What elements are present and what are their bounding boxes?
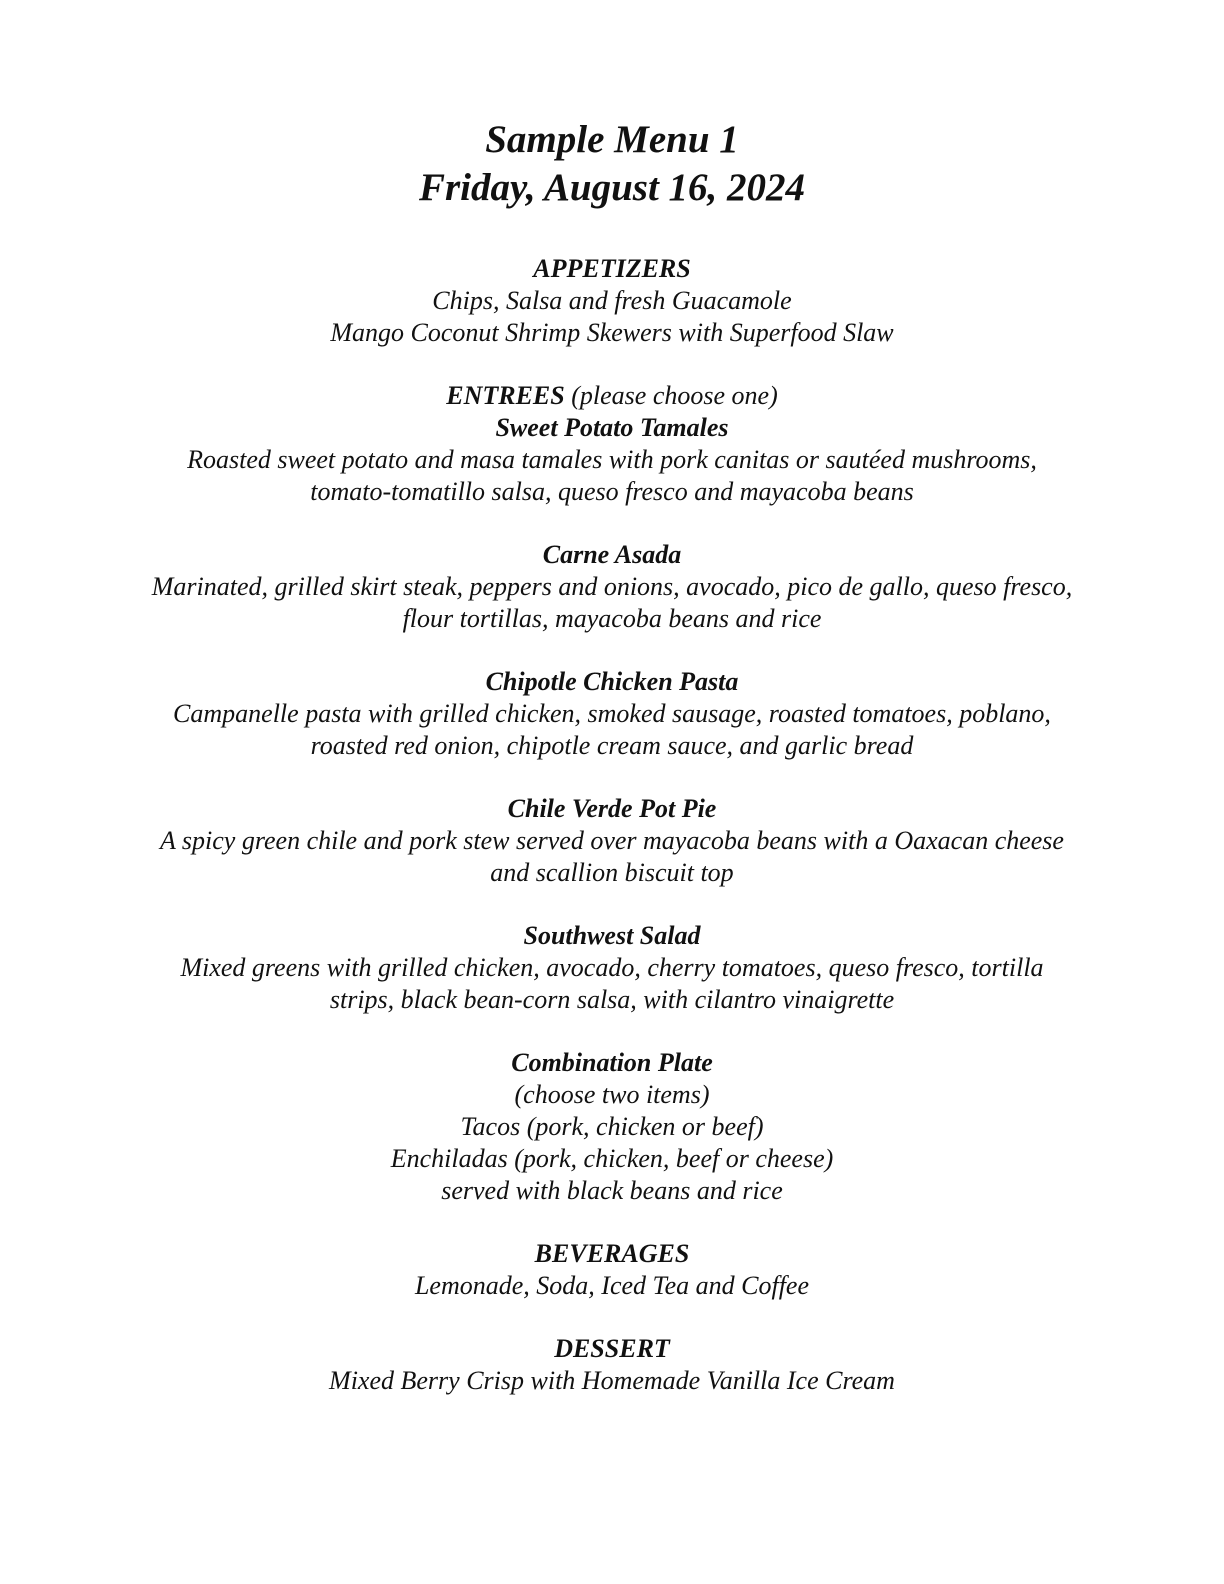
entree-description: Roasted sweet potato and masa tamales with pork canitas or sautéed mushrooms, — [187, 445, 1037, 474]
entrees-note: (please choose one) — [571, 381, 778, 410]
entree-name: Combination Plate — [511, 1048, 713, 1077]
entree-description: Tacos (pork, chicken or beef) — [460, 1112, 764, 1141]
entree-description: flour tortillas, mayacoba beans and rice — [402, 604, 822, 633]
entree-description: tomato-tomatillo salsa, queso fresco and mayacoba beans — [310, 477, 914, 506]
dessert-section — [0, 1333, 1224, 1397]
entree-name: Chile Verde Pot Pie — [507, 794, 717, 823]
entree-description: (choose two items) — [514, 1080, 710, 1109]
menu-date: Friday, August 16, 2024 — [418, 166, 806, 209]
entrees-heading-line — [0, 380, 1224, 412]
menu-title: Sample Menu 1 — [485, 118, 739, 161]
appetizers-section — [0, 253, 1224, 349]
entree-item — [0, 666, 1224, 762]
entrees-section — [0, 380, 1224, 1207]
dessert-heading: DESSERT — [554, 1334, 670, 1363]
entree-item — [0, 539, 1224, 635]
appetizer-item: Mango Coconut Shrimp Skewers with Superfood Slaw — [330, 318, 894, 347]
entree-item — [0, 920, 1224, 1016]
beverages-section — [0, 1238, 1224, 1302]
dessert-item: Mixed Berry Crisp with Homemade Vanilla Ice Cream — [329, 1366, 895, 1395]
entree-name: Southwest Salad — [523, 921, 701, 950]
entree-name: Carne Asada — [542, 540, 682, 569]
entree-description: Marinated, grilled skirt steak, peppers and onions, avocado, pico de gallo, queso fresco, — [151, 572, 1073, 601]
entree-item — [0, 412, 1224, 508]
entree-item — [0, 793, 1224, 889]
entree-description: served with black beans and rice — [441, 1176, 783, 1205]
entree-item — [0, 1047, 1224, 1207]
entree-description: Mixed greens with grilled chicken, avocado, cherry tomatoes, queso fresco, tortilla — [180, 953, 1044, 982]
appetizers-heading: APPETIZERS — [533, 254, 691, 283]
menu-header — [0, 116, 1224, 212]
entree-name: Sweet Potato Tamales — [495, 413, 729, 442]
appetizer-item: Chips, Salsa and fresh Guacamole — [432, 286, 792, 315]
entree-description: and scallion biscuit top — [490, 858, 734, 887]
beverages-heading: BEVERAGES — [534, 1239, 690, 1268]
entree-description: strips, black bean-corn salsa, with cilantro vinaigrette — [329, 985, 895, 1014]
entree-description: Enchiladas (pork, chicken, beef or cheese) — [390, 1144, 834, 1173]
entree-description: roasted red onion, chipotle cream sauce, and garlic bread — [310, 731, 914, 760]
entree-name: Chipotle Chicken Pasta — [485, 667, 739, 696]
entree-description: Campanelle pasta with grilled chicken, smoked sausage, roasted tomatoes, poblano, — [173, 699, 1051, 728]
entree-description: A spicy green chile and pork stew served over mayacoba beans with a Oaxacan cheese — [160, 826, 1064, 855]
beverage-item: Lemonade, Soda, Iced Tea and Coffee — [414, 1271, 810, 1300]
entrees-heading: ENTREES — [446, 381, 565, 410]
menu-body — [0, 253, 1224, 1397]
